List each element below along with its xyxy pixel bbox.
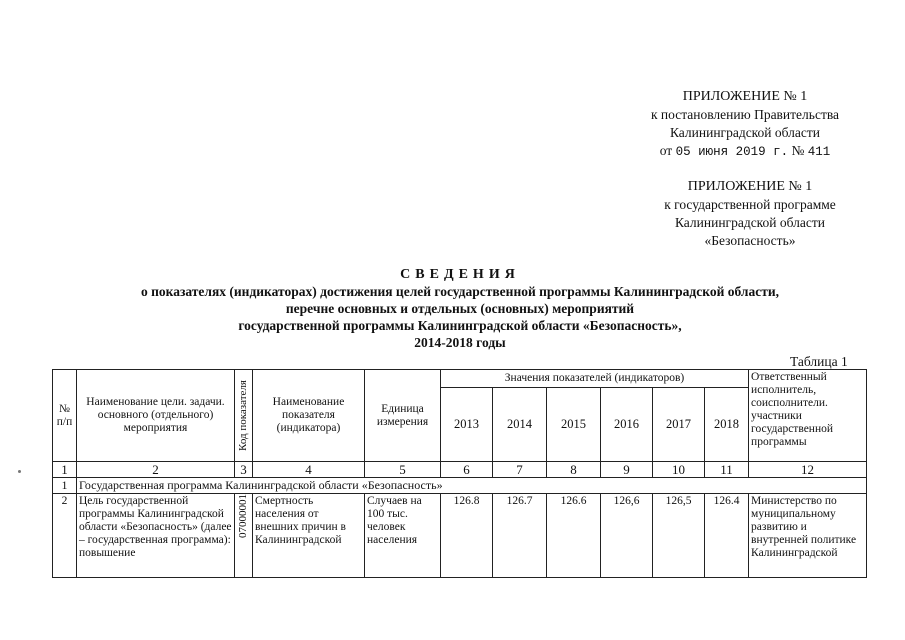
header-name: Наименование цели. задачи. основного (отдельного) мероприятия: [77, 370, 235, 462]
row-goal-value-2013: 126.8: [441, 494, 493, 578]
row-goal-code: [235, 494, 253, 578]
header-year: 2016: [601, 388, 653, 462]
decree-date: 05 июня 2019 г.: [675, 145, 789, 159]
header-values-group: Значения показателей (индикаторов): [441, 370, 749, 388]
title-caps: СВЕДЕНИЯ: [400, 267, 520, 282]
row-goal-num: 2: [53, 494, 77, 578]
header-year: 2017: [653, 388, 705, 462]
row-goal-value-2016: 126,6: [601, 494, 653, 578]
appendix-gov-line2: Калининградской области: [669, 125, 821, 140]
row-program-num: 1: [53, 478, 77, 494]
header-year: 2015: [547, 388, 601, 462]
column-number: 4: [253, 462, 365, 478]
row-goal-name: Цель государственной программы Калининградской области «Безопасность» (далее – государственная программа): повышение: [77, 494, 235, 578]
row-goal-unit: Случаев на 100 тыс. человек населения: [365, 494, 441, 578]
row-goal-value-2018: 126.4: [705, 494, 749, 578]
row-goal-value-2015: 126.6: [547, 494, 601, 578]
title-line4: 2014-2018 годы: [414, 335, 506, 350]
table-row-goal: [53, 494, 867, 578]
column-number: 7: [493, 462, 547, 478]
column-number: 6: [441, 462, 493, 478]
appendix-prog-line3: «Безопасность»: [704, 233, 796, 248]
appendix-state-program: [610, 178, 890, 250]
column-number: 10: [653, 462, 705, 478]
title-line3: государственной программы Калининградской области «Безопасность»,: [238, 318, 682, 333]
appendix-gov-decree-line: [600, 142, 890, 161]
decree-number: 411: [807, 145, 831, 159]
table-row-program: [53, 478, 867, 494]
column-number: 2: [77, 462, 235, 478]
appendix-gov-line1: к постановлению Правительства: [650, 107, 840, 122]
header-indicator: Наименование показателя (индикатора): [253, 370, 365, 462]
column-number: 1: [53, 462, 77, 478]
column-number: 9: [601, 462, 653, 478]
title-line1: о показателях (индикаторах) достижения целей государственной программы Калининградской области,: [140, 284, 780, 299]
row-goal-responsible: Министерство по муниципальному развитию и внутренней политике Калининградской: [749, 494, 867, 578]
row-goal-value-2017: 126,5: [653, 494, 705, 578]
table-header-row: [53, 370, 867, 388]
header-code: [235, 370, 253, 462]
decree-number-label: №: [791, 143, 805, 158]
header-year: 2013: [441, 388, 493, 462]
row-goal-code-text: 07000001: [237, 494, 249, 538]
column-number: 11: [705, 462, 749, 478]
column-number: 3: [235, 462, 253, 478]
header-num: № п/п: [53, 370, 77, 462]
column-number: 8: [547, 462, 601, 478]
appendix-gov-header: ПРИЛОЖЕНИЕ № 1: [682, 89, 808, 104]
header-responsible: Ответственный исполнитель, соисполнители. участники государственной программы: [749, 370, 867, 462]
title-line2: перечне основных и отдельных (основных) мероприятий: [285, 301, 635, 316]
indicators-table: [52, 369, 867, 578]
appendix-prog-line1: к государственной программе: [664, 197, 836, 212]
column-number: 5: [365, 462, 441, 478]
decree-prefix: от: [659, 143, 673, 158]
appendix-prog-line2: Калининградской области: [674, 215, 826, 230]
column-number: 12: [749, 462, 867, 478]
document-title: [60, 266, 860, 351]
header-code-text: Код показателя: [237, 380, 249, 451]
appendix-prog-header: ПРИЛОЖЕНИЕ № 1: [687, 179, 813, 194]
header-unit: Единица измерения: [365, 370, 441, 462]
row-program-text: Государственная программа Калининградской области «Безопасность»: [77, 478, 867, 494]
header-year: 2014: [493, 388, 547, 462]
appendix-gov-decree: [600, 88, 890, 161]
column-number-row: [53, 462, 867, 478]
scan-speck: [18, 470, 21, 473]
table-label: Таблица 1: [790, 354, 848, 369]
row-goal-indicator: Смертность населения от внешних причин в Калининградской: [253, 494, 365, 578]
row-goal-value-2014: 126.7: [493, 494, 547, 578]
header-year: 2018: [705, 388, 749, 462]
